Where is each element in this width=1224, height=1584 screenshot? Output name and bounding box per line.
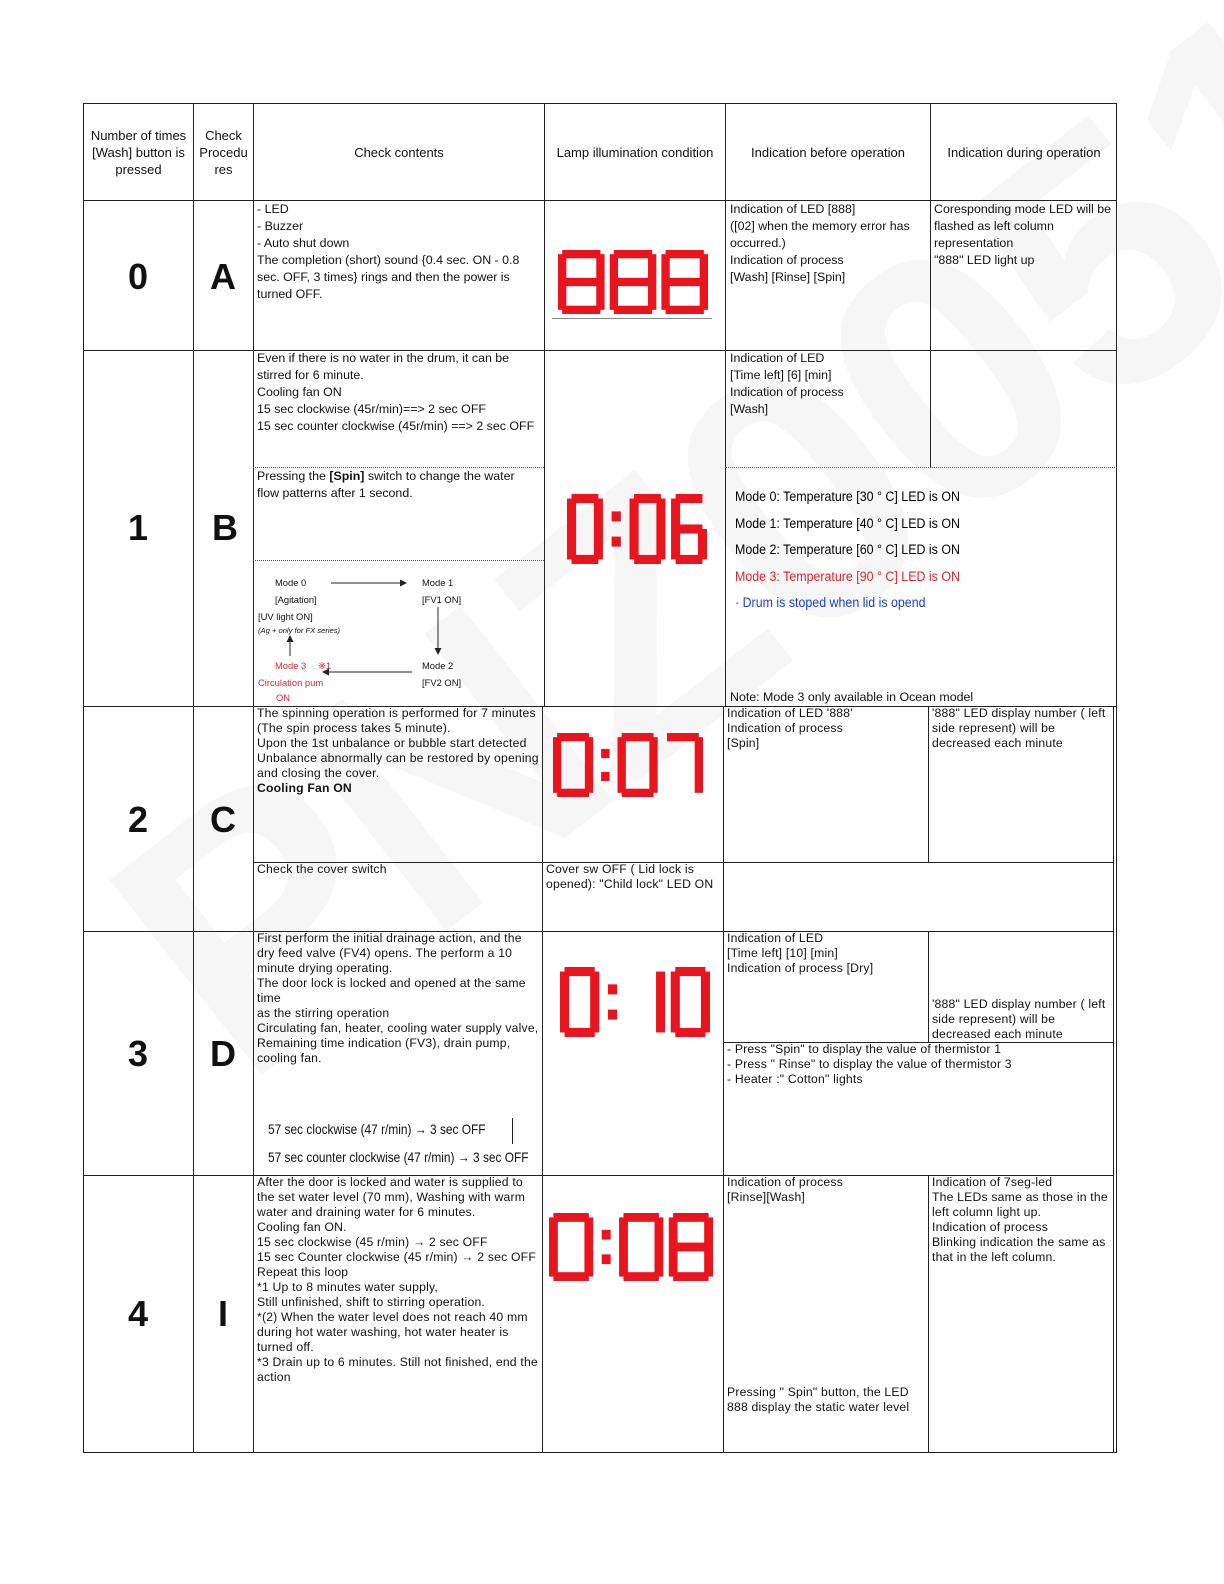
led-colon-dot (612, 537, 621, 547)
header-lamp: Lamp illumination condition (556, 144, 714, 160)
row3-check: First perform the initial drainage action, and the dry feed valve (FV4) opens. The perform a 10 minute drying operating. The door lock is locked and opened at the same time as the stirring operation Circulating fan, heater, cooling water supply valve, Remaining time indication (FV3), drain pump, cooling fan. (257, 931, 539, 1065)
subrow-divider (725, 467, 1117, 468)
diagram-uv: [UV light ON] (258, 611, 313, 622)
led-colon-dot (608, 1010, 617, 1020)
led-segment-c (704, 1247, 713, 1277)
led-colon-dot (601, 749, 609, 758)
row2-led-display (553, 733, 703, 797)
led-segment-a (562, 250, 600, 258)
led-segment-g (622, 761, 654, 769)
col-divider (542, 707, 543, 1453)
led-colon-dot (612, 511, 621, 521)
led-segment-f (630, 499, 639, 529)
led-segment-a (624, 1213, 659, 1222)
row2-before: Indication of LED '888' Indication of process [Spin] (727, 706, 853, 750)
led-segment-f (610, 254, 618, 282)
led-segment-g (673, 1243, 708, 1252)
col-divider (930, 351, 931, 468)
row4-times: 4 (127, 1293, 149, 1334)
diagram-arrows (254, 570, 544, 700)
diagram-mode3-sub2: ON (276, 692, 291, 703)
led-segment-f (671, 499, 680, 529)
led-segment-c (596, 282, 604, 310)
led-colon-dot (602, 1254, 611, 1264)
row3-bracket (512, 1118, 513, 1144)
row4-before: Indication of process [Rinse][Wash] (727, 1175, 843, 1204)
led-segment-d (562, 306, 600, 314)
led-segment-b (585, 737, 593, 765)
row3-clockwise: 57 sec clockwise (47 r/min) → 3 sec OFF (268, 1121, 486, 1137)
led-segment-f (671, 972, 680, 1002)
row3-procedure: D (210, 1033, 236, 1074)
col-divider (723, 707, 724, 1453)
led-segment-f (619, 1217, 628, 1247)
led-segment-d (557, 789, 589, 797)
led-segment-e (560, 1002, 569, 1032)
subrow-divider (253, 560, 544, 561)
row3-before: Indication of LED [Time left] [10] [min] Indication of process [Dry] (727, 931, 874, 975)
led-segment-c (698, 529, 707, 559)
row1-note: Note: Mode 3 only available in Ocean model (730, 690, 974, 704)
row3-extra: - Press "Spin" to display the value of thermistor 1 - Press " Rinse" to display the value of thermistor 3 - Heater :" Cotton" lights (727, 1042, 1012, 1086)
diagram-mode3-note: ※1 (318, 660, 332, 671)
led-segment-b (700, 254, 708, 282)
led-segment-e (671, 529, 680, 559)
led-segment-c (594, 529, 603, 559)
led-segment-b (649, 737, 657, 765)
row2-during: '888" LED display number ( left side represent) will be decreased each minute (932, 706, 1106, 750)
mode-line-0: Mode 0: Temperature [30 ° C] LED is ON (735, 489, 960, 504)
led-segment-e (661, 282, 669, 310)
col-divider (253, 103, 254, 1453)
header-before: Indication before operation (751, 144, 905, 160)
row3-during: '888" LED display number ( left side represent) will be decreased each minute (932, 997, 1106, 1041)
led-segment-f (661, 254, 669, 282)
led-segment-d (667, 789, 699, 797)
row1-check-spin: Pressing the [Spin] switch to change the water flow patterns after 1 second. (257, 469, 515, 500)
led-segment-g (666, 278, 704, 286)
led-segment-f (618, 737, 626, 765)
row1-led-display (567, 494, 707, 564)
led-segment-c (584, 1247, 593, 1277)
led-segment-f (558, 254, 566, 282)
led-segment-g (557, 761, 589, 769)
led-segment-e (558, 282, 566, 310)
row3-led-display (560, 967, 710, 1037)
row2-times: 2 (127, 799, 149, 840)
led-segment-e (549, 1247, 558, 1277)
row0-led-display (558, 250, 708, 314)
diagram-ag: (Ag + only for FX series) (258, 626, 341, 635)
led-segment-d (666, 306, 704, 314)
led-segment-f (549, 1217, 558, 1247)
diagram-mode2-sub: [FV2 ON] (422, 677, 462, 688)
diagram-mode2: Mode 2 (422, 660, 454, 671)
row2-procedure: C (210, 799, 236, 840)
led-segment-a (667, 733, 699, 741)
led-segment-e (630, 529, 639, 559)
led-segment-b (648, 254, 656, 282)
row0-during: Coresponding mode LED will be flashed as left column representation "888" LED light up (934, 202, 1112, 267)
col-divider (928, 1175, 929, 1453)
row4-led-display (549, 1213, 713, 1281)
led-segment-e (669, 1247, 678, 1277)
led-segment-e (567, 529, 576, 559)
row2-check: The spinning operation is performed for 7 minutes (The spin process takes 5 minute). Upon the 1st unbalance or bubble start detected Unbalance abnormally can be restored by opening and closing the cover. Cooling Fan ON (257, 706, 539, 795)
led-segment-f (553, 737, 561, 765)
row3-times: 3 (127, 1033, 149, 1074)
mode-line-1: Mode 1: Temperature [40 ° C] LED is ON (735, 516, 960, 531)
row3-counter-clockwise: 57 sec counter clockwise (47 r/min) → 3 sec OFF (268, 1149, 529, 1165)
row1-procedure: B (212, 507, 238, 548)
mode-line-3: Mode 3: Temperature [90 ° C] LED is ON (735, 569, 960, 584)
row4-during: Indication of 7seg-led The LEDs same as those in the left column light up. Indication of process Blinking indication the same as that in the left column. (932, 1175, 1108, 1264)
header-during: Indication during operation (947, 144, 1101, 160)
led-segment-c (585, 765, 593, 793)
led-segment-f (567, 499, 576, 529)
diagram-mode3-sub: Circulation pum (258, 677, 324, 688)
led-segment-f (560, 972, 569, 1002)
led-colon-dot (608, 984, 617, 994)
col-divider (193, 103, 194, 1453)
led-segment-d (624, 1272, 659, 1281)
row0-times: 0 (127, 256, 149, 297)
led-segment-b (698, 499, 707, 529)
led-segment-e (671, 1002, 680, 1032)
led-segment-c (701, 1002, 710, 1032)
led-segment-b (590, 972, 599, 1002)
led-colon-dot (601, 772, 609, 781)
diagram-mode1: Mode 1 (422, 577, 454, 588)
led-segment-a (614, 250, 652, 258)
led-segment-c (656, 529, 665, 559)
row2-cover-lamp: Cover sw OFF ( Lid lock is opened): "Child lock" LED ON (546, 862, 714, 891)
diagram-mode3: Mode 3 (275, 660, 307, 671)
led-segment-e (618, 765, 626, 793)
led-segment-e (619, 1247, 628, 1277)
led-segment-d (622, 789, 654, 797)
led-segment-f (663, 737, 671, 765)
led-segment-a (666, 250, 704, 258)
led-segment-e (610, 282, 618, 310)
led-segment-c (700, 282, 708, 310)
led-segment-a (622, 733, 654, 741)
col-divider (928, 707, 929, 862)
mode-line-drum: · Drum is stoped when lid is opend (735, 595, 926, 610)
led-colon-dot (602, 1230, 611, 1240)
led-segment-g (667, 761, 699, 769)
row0-before: Indication of LED [888] ([02] when the memory error has occurred.) Indication of process [Wash] [Rinse] [Spin] (730, 202, 910, 284)
row1-times: 1 (127, 507, 149, 548)
led-segment-b (596, 254, 604, 282)
led-segment-c (590, 1002, 599, 1032)
led-segment-f (626, 972, 635, 1002)
led-segment-c (695, 765, 703, 793)
led-segment-a (553, 1213, 588, 1222)
led-segment-g (624, 1243, 659, 1252)
led-segment-g (614, 278, 652, 286)
row-divider (83, 931, 1114, 932)
row1-before: Indication of LED [Time left] [6] [min] Indication of process [Wash] (730, 351, 844, 416)
col-divider (1113, 707, 1114, 1453)
led-segment-b (654, 1217, 663, 1247)
led-segment-b (594, 499, 603, 529)
row4-check: After the door is locked and water is supplied to the set water level (70 mm), Washing with warm water and draining water for 6 minutes. Cooling fan ON. 15 sec clockwise (45 r/min) → 2 sec OFF 15 sec Counter clockwise (45 r/min) → 2 sec OFF Repeat this loop *1 Up to 8 minutes water supply, Still unfinished, shift to stirring operation. *(2) When the water level does not reach 40 mm during hot water washing, hot water heater is turned off. *3 Drain up to 6 minutes. Still not finished, end the action (257, 1175, 538, 1384)
row2-cover-check: Check the cover switch (257, 862, 387, 876)
led-segment-e (626, 1002, 635, 1032)
led-segment-d (614, 306, 652, 314)
led-segment-e (553, 765, 561, 793)
header-procedures: Check Procedu res (199, 127, 248, 177)
col-divider (928, 932, 929, 1042)
row-divider (83, 350, 1117, 351)
led-segment-b (701, 972, 710, 1002)
led-segment-b (656, 972, 665, 1002)
row4-procedure: I (217, 1293, 228, 1334)
led-segment-c (654, 1247, 663, 1277)
led-segment-b (656, 499, 665, 529)
led-segment-c (649, 765, 657, 793)
led-segment-a (673, 1213, 708, 1222)
led-segment-c (648, 282, 656, 310)
header-times: Number of times [Wash] button is pressed (90, 127, 187, 177)
row1-check: Even if there is no water in the drum, it can be stirred for 6 minute. Cooling fan ON 15 sec clockwise (45r/min)==> 2 sec OFF 15 sec counter clockwise (45r/min) ==> 2 sec OFF (257, 351, 535, 433)
row4-before2: Pressing " Spin" button, the LED 888 display the static water level (727, 1385, 910, 1414)
mode-line-2: Mode 2: Temperature [60 ° C] LED is ON (735, 542, 960, 557)
led-segment-b (704, 1217, 713, 1247)
row0-check: - LED - Buzzer - Auto shut down The completion (short) sound {0.4 sec. ON - 0.8 sec. OFF, 3 times} rings and then the power is turned OFF. (257, 202, 520, 301)
diagram-mode0: Mode 0 (275, 577, 307, 588)
row0-procedure: A (210, 256, 236, 297)
led-segment-c (656, 1002, 665, 1032)
lamp-underline (552, 318, 712, 319)
led-segment-d (673, 1272, 708, 1281)
led-segment-g (562, 278, 600, 286)
led-segment-f (669, 1217, 678, 1247)
led-segment-b (584, 1217, 593, 1247)
diagram-mode0-sub: [Agitation] (275, 594, 317, 605)
diagram-mode1-sub: [FV1 ON] (422, 594, 462, 605)
header-check-contents: Check contents (354, 144, 444, 160)
led-segment-d (553, 1272, 588, 1281)
led-segment-a (557, 733, 589, 741)
led-segment-g (553, 1243, 588, 1252)
led-segment-e (663, 765, 671, 793)
led-segment-b (695, 737, 703, 765)
